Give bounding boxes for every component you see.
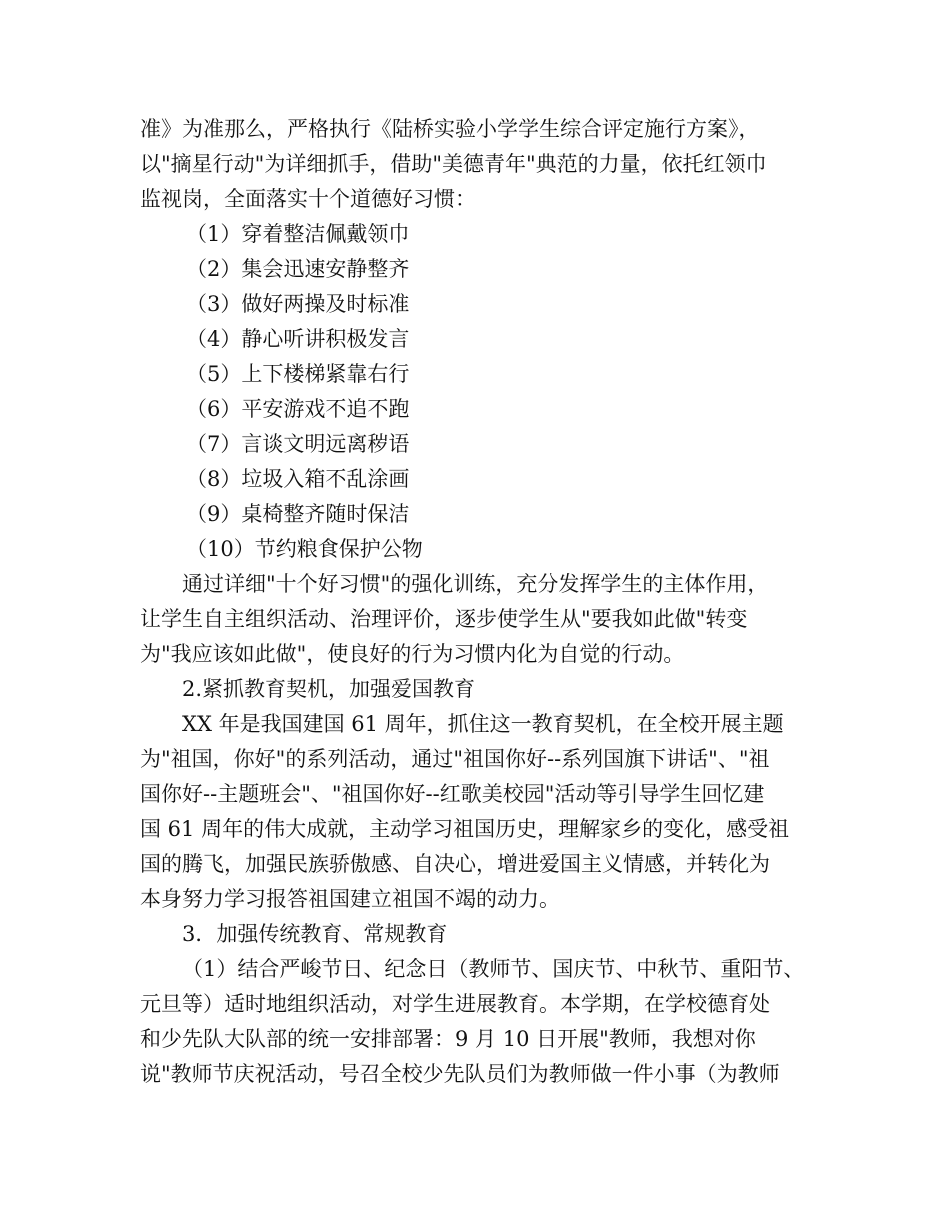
- habit-item-1: （1）穿着整洁佩戴领巾: [186, 222, 410, 246]
- section-heading-3: 3．加强传统教育、常规教育: [182, 922, 448, 946]
- text-line: 国的腾飞，加强民族骄傲感、自决心，增进爱国主义情感，并转化为: [140, 852, 770, 876]
- text-line: 国 61 周年的伟大成就，主动学习祖国历史，理解家乡的变化，感受祖: [140, 817, 790, 841]
- habit-item-2: （2）集会迅速安静整齐: [186, 257, 410, 281]
- habit-item-6: （6）平安游戏不追不跑: [186, 397, 410, 421]
- habit-item-10: （10）节约粮食保护公物: [186, 537, 423, 561]
- text-line: 让学生自主组织活动、治理评价，逐步使学生从"要我如此做"转变: [140, 607, 748, 631]
- text-line: 准》为准那么，严格执行《陆桥实验小学学生综合评定施行方案》，: [140, 117, 760, 141]
- habit-item-4: （4）静心听讲积极发言: [186, 327, 410, 351]
- text-line: 和少先队大队部的统一安排部署：9 月 10 日开展"教师，我想对你: [140, 1027, 756, 1051]
- text-line: 为"祖国，你好"的系列活动，通过"祖国你好--系列国旗下讲话"、"祖: [140, 747, 770, 771]
- text-line: 监视岗，全面落实十个道德好习惯：: [140, 187, 476, 211]
- habit-item-7: （7）言谈文明远离秽语: [186, 432, 410, 456]
- text-line: 为"我应该如此做"，使良好的行为习惯内化为自觉的行动。: [140, 642, 685, 666]
- habit-item-5: （5）上下楼梯紧靠右行: [186, 362, 410, 386]
- text-line: （1）结合严峻节日、纪念日（教师节、国庆节、中秋节、重阳节、: [182, 957, 805, 981]
- text-line: 说"教师节庆祝活动，号召全校少先队员们为教师做一件小事（为教师: [140, 1062, 780, 1086]
- text-line: 通过详细"十个好习惯"的强化训练，充分发挥学生的主体作用，: [182, 572, 769, 596]
- text-line: 以"摘星行动"为详细抓手，借助"美德青年"典范的力量，依托红领巾: [140, 152, 767, 176]
- habit-item-9: （9）桌椅整齐随时保洁: [186, 502, 410, 526]
- habit-item-8: （8）垃圾入箱不乱涂画: [186, 467, 410, 491]
- text-line: 本身努力学习报答祖国建立祖国不竭的动力。: [140, 887, 560, 911]
- text-line: 元旦等）适时地组织活动，对学生进展教育。本学期，在学校德育处: [140, 992, 770, 1016]
- section-heading-2: 2.紧抓教育契机，加强爱国教育: [182, 677, 476, 701]
- text-line: XX 年是我国建国 61 周年，抓住这一教育契机，在全校开展主题: [182, 712, 784, 736]
- document-body: [140, 112, 820, 1092]
- habit-item-3: （3）做好两操及时标准: [186, 292, 410, 316]
- text-line: 国你好--主题班会"、"祖国你好--红歌美校园"活动等引导学生回忆建: [140, 782, 765, 806]
